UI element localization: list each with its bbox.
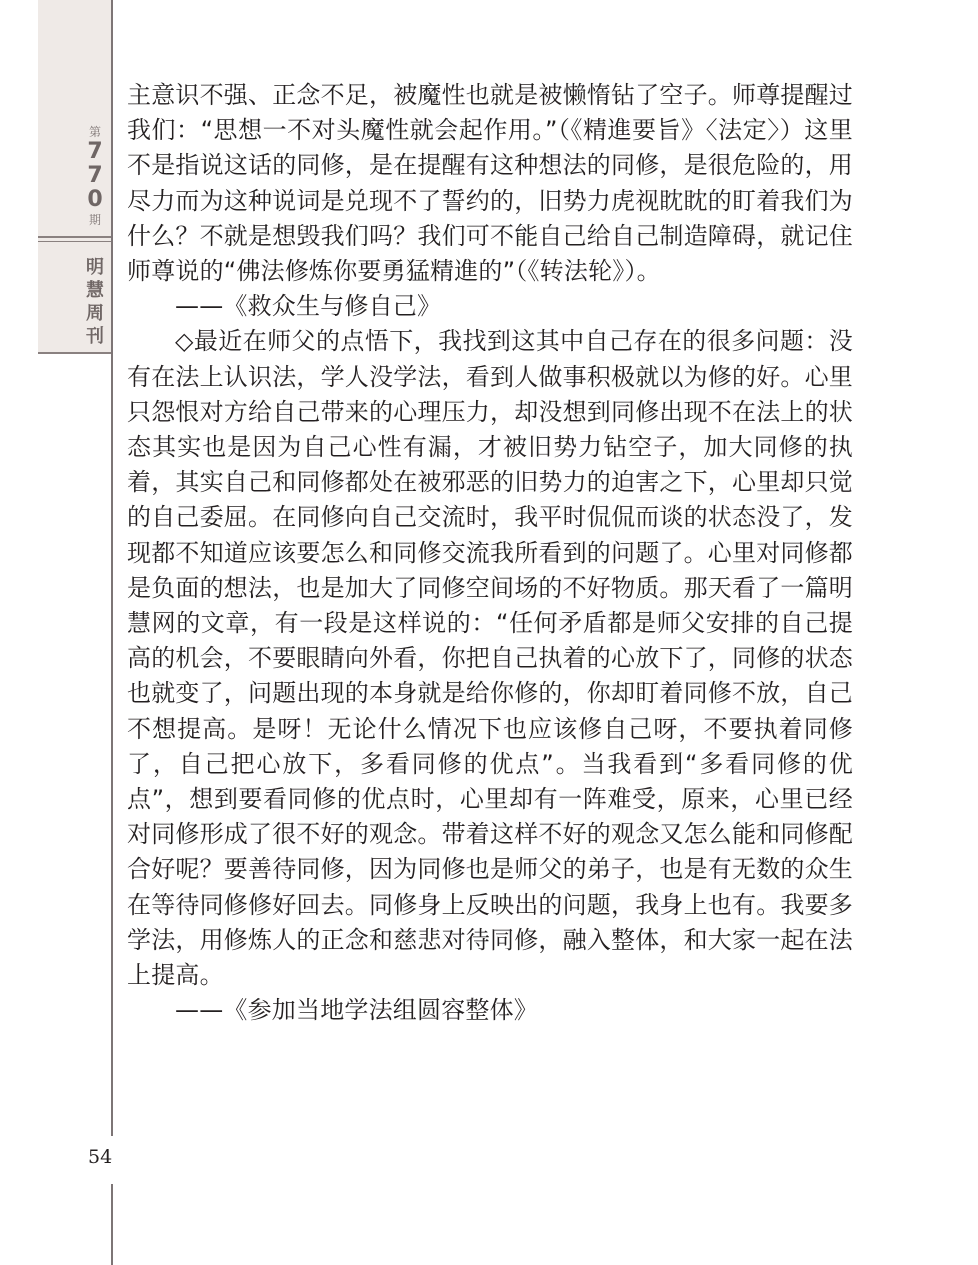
- issue-number: [82, 124, 108, 228]
- publication-char: 周: [86, 303, 104, 324]
- margin-rule: [111, 0, 113, 1136]
- page-number: 54: [88, 1146, 113, 1168]
- publication-char: 明: [86, 257, 104, 278]
- publication-char: 慧: [86, 280, 104, 301]
- issue-prefix: 第: [88, 125, 101, 139]
- issue-digit: 7: [87, 139, 103, 164]
- article-body: [127, 78, 853, 1028]
- sidebar-divider: [38, 236, 111, 242]
- publication-char: 刊: [86, 326, 104, 347]
- article-source: ——《参加当地学法组圆容整体》: [175, 996, 538, 1025]
- article-source: ——《救众生与修自己》: [175, 292, 442, 321]
- paragraph: ◇最近在师父的点悟下，我找到这其中自己存在的很多问题：没有在法上认识法，学人没学法，看到人做事积极就以为修的好。心里只怨恨对方给自己带来的心理压力，却没想到同修出现不在法上的状态其实也是因为自己心性有漏，才被旧势力钻空子，加大同修的执着，其实自己和同修都处在被邪恶的旧势力的迫害之下，心里却只觉的自己委屈。在同修向自己交流时，我平时侃侃而谈的状态没了，发现都不知道应该要怎么和同修交流我所看到的问题了。心里对同修都是负面的想法，也是加大了同修空间场的不好物质。那天看了一篇明慧网的文章，有一段是这样说的：“任何矛盾都是师父安排的自己提高的机会，不要眼睛向外看，你把自己执着的心放下了，同修的状态也就变了，问题出现的本身就是给你修的，你却盯着同修不放，自己不想提高。是呀！无论什么情况下也应该修自己呀，不要执着同修了，自己把心放下，多看同修的优点”。当我看到“多看同修的优点”，想到要看同修的优点时，心里却有一阵难受，原来，心里已经对同修形成了很不好的观念。带着这样不好的观念又怎么能和同修配合好呢？要善待同修，因为同修也是师父的弟子，也是有无数的众生在等待同修修好回去。同修身上反映出的问题，我身上也有。我要多学法，用修炼人的正念和慈悲对待同修，融入整体，和大家一起在法上提高。: [127, 327, 853, 990]
- issue-digit: 7: [87, 163, 103, 188]
- publication-name: [80, 256, 110, 348]
- issue-digit: 0: [87, 187, 103, 212]
- issue-suffix: 期: [88, 213, 101, 227]
- paragraph: 主意识不强、正念不足，被魔性也就是被懒惰钻了空子。师尊提醒过我们：“思想一不对头魔性就会起作用。”（《精進要旨》〈法定〉）这里不是指说这话的同修，是在提醒有这种想法的同修，是很危险的，用尽力而为这种说词是兑现不了誓约的，旧势力虎视眈眈的盯着我们为什么？不就是想毁我们吗？我们可不能自己给自己制造障碍，就记住师尊说的“佛法修炼你要勇猛精進的”（《转法轮》）。: [127, 81, 853, 286]
- margin-rule: [111, 1184, 113, 1265]
